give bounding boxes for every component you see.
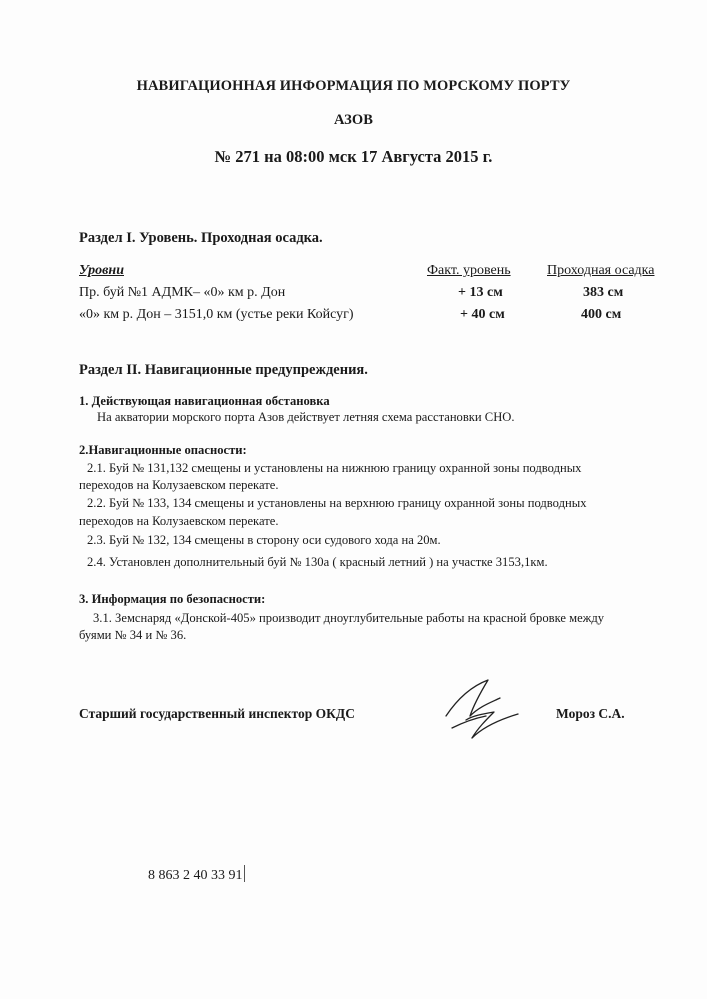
cursor-bar bbox=[244, 865, 245, 882]
item2-p1-line1: 2.1. Буй № 131,132 смещены и установлены на нижнюю границу охранной зоны подводных bbox=[87, 461, 582, 475]
row-location: Пр. буй №1 АДМК– «0» км р. Дон bbox=[79, 285, 286, 300]
column-header-draft: Проходная осадка bbox=[547, 263, 655, 278]
port-name: АЗОВ bbox=[333, 112, 374, 128]
signatory-name: Мороз С.А. bbox=[556, 706, 625, 721]
item1-title: 1. Действующая навигационная обстановка bbox=[79, 394, 330, 408]
column-header-actual-level: Факт. уровень bbox=[427, 263, 511, 278]
row-draft: 383 см bbox=[583, 285, 624, 300]
row-actual-level: + 40 см bbox=[460, 307, 505, 322]
item3-title: 3. Информация по безопасности: bbox=[79, 592, 266, 606]
item1-text: На акватории морского порта Азов действует летняя схема расстановки СНО. bbox=[97, 410, 515, 424]
phone-number: 8 863 2 40 33 91 bbox=[148, 868, 243, 883]
handwritten-signature bbox=[442, 676, 524, 746]
item2-title: 2.Навигационные опасности: bbox=[79, 443, 247, 457]
item3-p1-line2: буями № 34 и № 36. bbox=[79, 628, 187, 642]
document-number-date: № 271 на 08:00 мск 17 Августа 2015 г. bbox=[214, 147, 493, 166]
section1-heading: Раздел I. Уровень. Проходная осадка. bbox=[79, 230, 323, 246]
item2-p2-line2: переходов на Колузаевском перекате. bbox=[79, 514, 279, 528]
item2-p2-line1: 2.2. Буй № 133, 134 смещены и установлены на верхнюю границу охранной зоны подводных bbox=[87, 496, 587, 510]
item2-p3: 2.3. Буй № 132, 134 смещены в сторону оси судового хода на 20м. bbox=[87, 533, 441, 547]
item2-p4: 2.4. Установлен дополнительный буй № 130а ( красный летний ) на участке 3153,1км. bbox=[87, 555, 548, 569]
footer-phone bbox=[148, 865, 245, 884]
item2-p1-line2: переходов на Колузаевском перекате. bbox=[79, 478, 279, 492]
signatory-position: Старший государственный инспектор ОКДС bbox=[79, 706, 355, 721]
row-location: «0» км р. Дон – 3151,0 км (устье реки Койсуг) bbox=[79, 307, 354, 322]
column-header-levels: Уровни bbox=[79, 263, 124, 278]
section2-heading: Раздел II. Навигационные предупреждения. bbox=[79, 362, 368, 378]
item3-p1-line1: 3.1. Земснаряд «Донской-405» производит дноуглубительные работы на красной бровке между bbox=[93, 611, 605, 625]
row-draft: 400 см bbox=[581, 307, 622, 322]
row-actual-level: + 13 см bbox=[458, 285, 503, 300]
document-title: НАВИГАЦИОННАЯ ИНФОРМАЦИЯ ПО МОРСКОМУ ПОРТУ bbox=[136, 78, 571, 94]
